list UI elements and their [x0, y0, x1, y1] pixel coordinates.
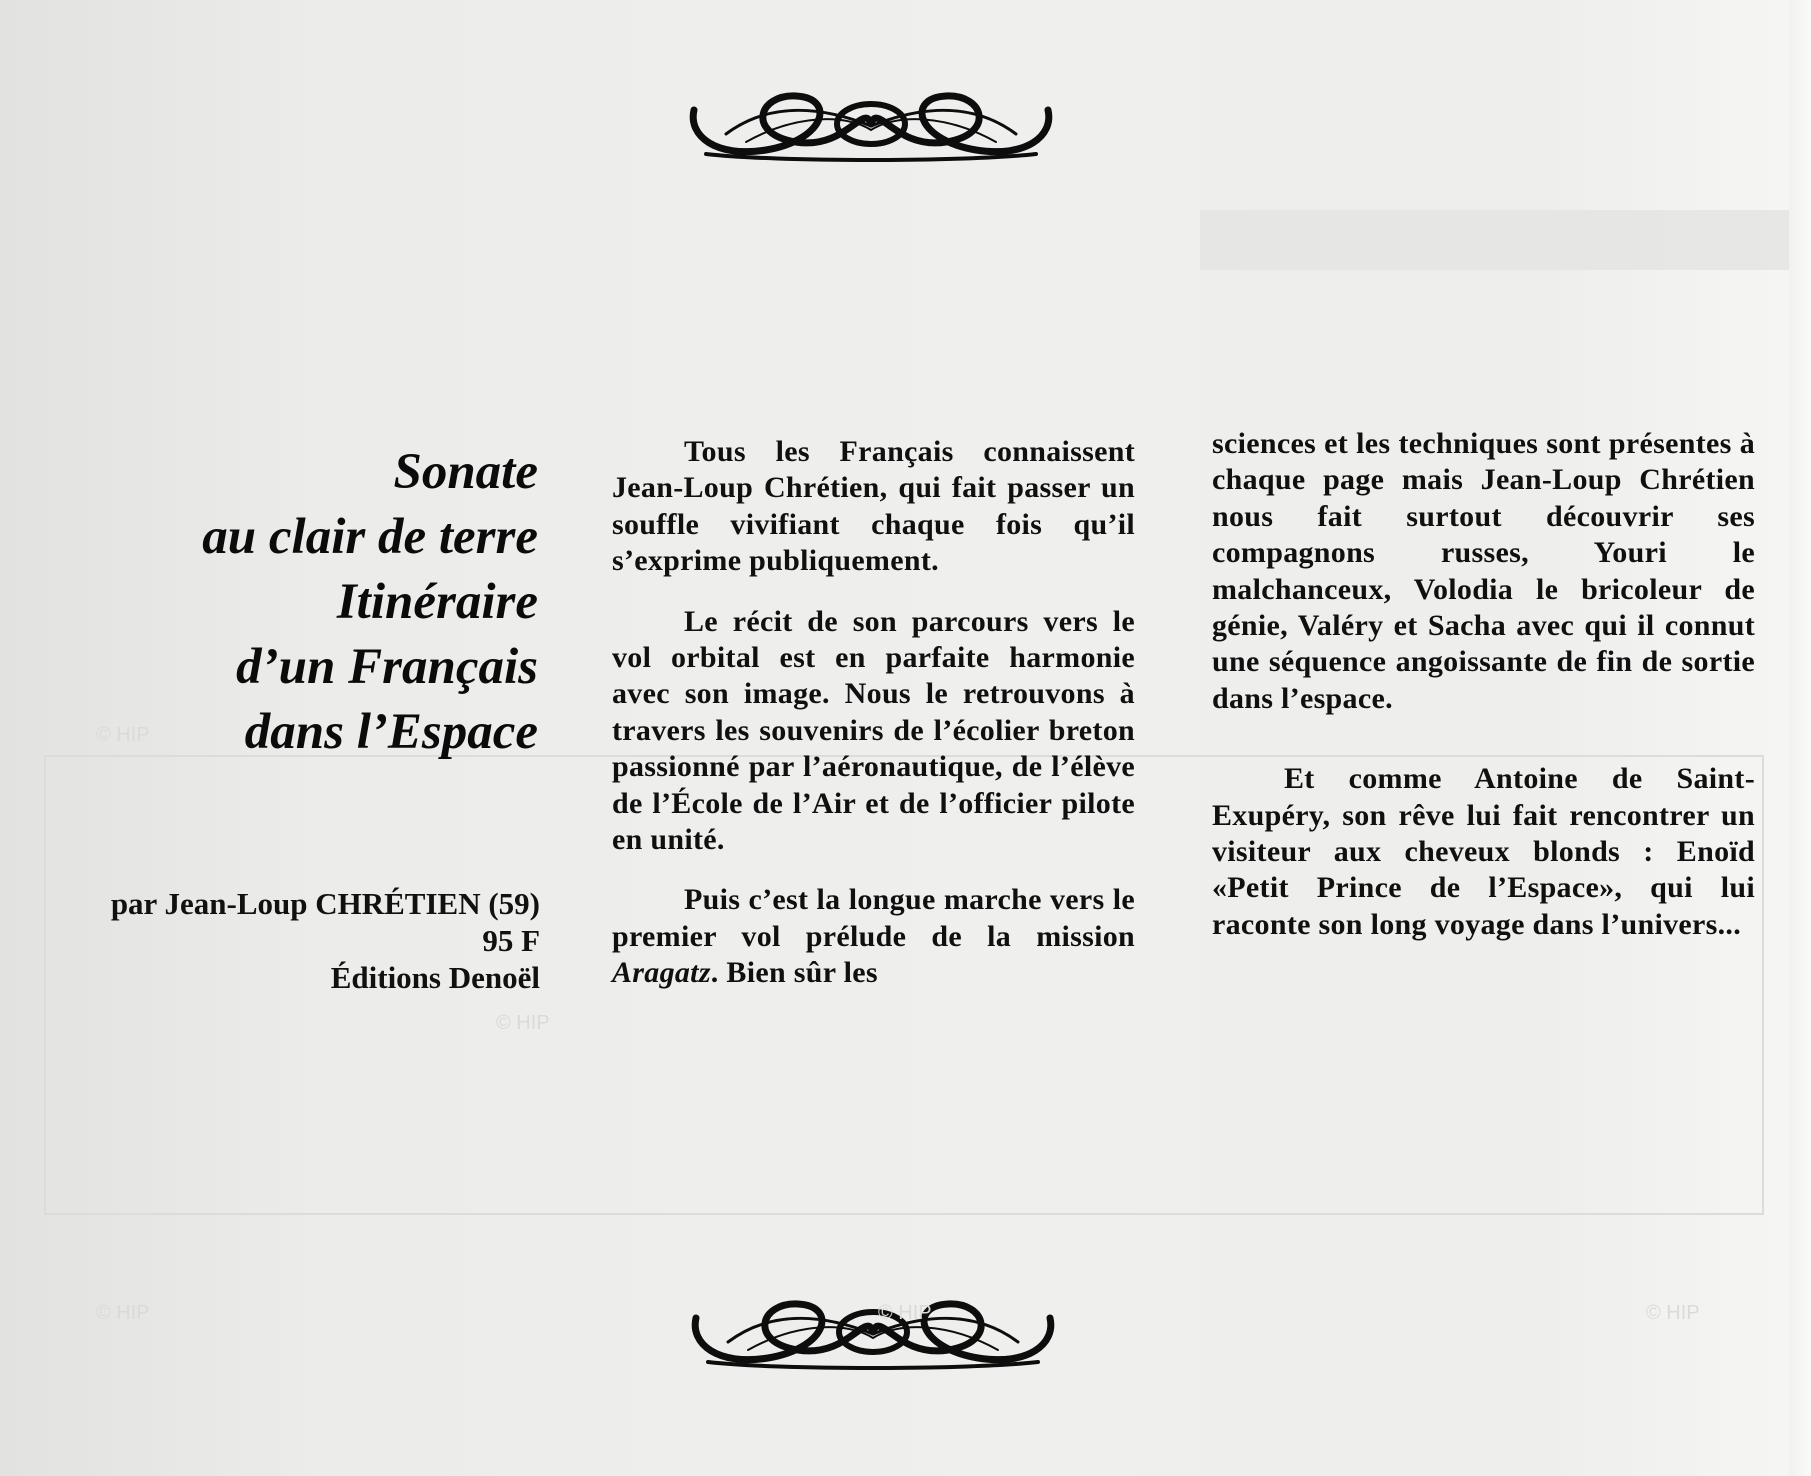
show-through-band: [1200, 210, 1800, 270]
review-paragraph-1: Tous les Français connaissent Jean-Loup Chrétien, qui fait passer un souffle vivifiant chaque fois qu’il s’exprime publiquement.: [612, 435, 1135, 578]
review-column-right: [1212, 426, 1755, 943]
mission-name: Aragatz: [612, 956, 711, 990]
watermark-5: © HIP: [96, 724, 150, 746]
book-title: [60, 440, 538, 765]
review-paragraph-3: [612, 882, 1135, 991]
flourish-ornament-bottom: [688, 1292, 1058, 1372]
review-paragraph-4: sciences et les techniques sont présentes à chaque page mais Jean-Loup Chrétien nous fait surtout découvrir ses compagnons russes, Youri le malchanceux, Volodia le bricoleur de génie, Valéry et Sacha avec qui il connut une séquence angoissante de fin de sortie dans l’espace.: [1212, 427, 1755, 715]
page-edge: [1789, 0, 1811, 1476]
book-credits: [40, 885, 540, 996]
title-line-1: Sonate: [393, 444, 538, 500]
publisher-line: Éditions Denoël: [330, 960, 540, 995]
flourish-ornament-top: [686, 84, 1056, 164]
watermark-1: © HIP: [96, 1302, 150, 1324]
watermark-3: © HIP: [1646, 1302, 1700, 1324]
show-through-text-left: [40, 10, 560, 45]
title-line-3: Itinéraire: [336, 574, 538, 630]
price-line: 95 F: [482, 923, 540, 958]
title-line-2: au clair de terre: [202, 509, 538, 565]
review-paragraph-3-end: . Bien sûr les: [710, 956, 878, 990]
author-line: par Jean-Loup CHRÉTIEN (59): [110, 886, 540, 921]
review-paragraph-3-start: Puis c’est la longue marche vers le premier vol prélude de la mission: [612, 883, 1135, 953]
watermark-2: © HIP: [878, 1302, 932, 1324]
watermark-4: © HIP: [496, 1012, 550, 1034]
review-column-middle: [612, 434, 1135, 992]
review-paragraph-5: Et comme Antoine de Saint-Exupéry, son rêve lui fait rencontrer un visiteur aux cheveux blonds : Enoïd «Petit Prince de l’Espace», qui lui raconte son long voyage dans l’univers...: [1212, 762, 1755, 941]
title-line-4: d’un Français: [236, 639, 538, 695]
review-paragraph-2: Le récit de son parcours vers le vol orbital est en parfaite harmonie avec son image. Nous le retrouvons à travers les souvenirs de l’écolier breton passionné par l’aéronautique, de l’élève de l’École de l’Air et de l’officier pilote en unité.: [612, 604, 1135, 857]
title-line-5: dans l’Espace: [244, 704, 538, 760]
